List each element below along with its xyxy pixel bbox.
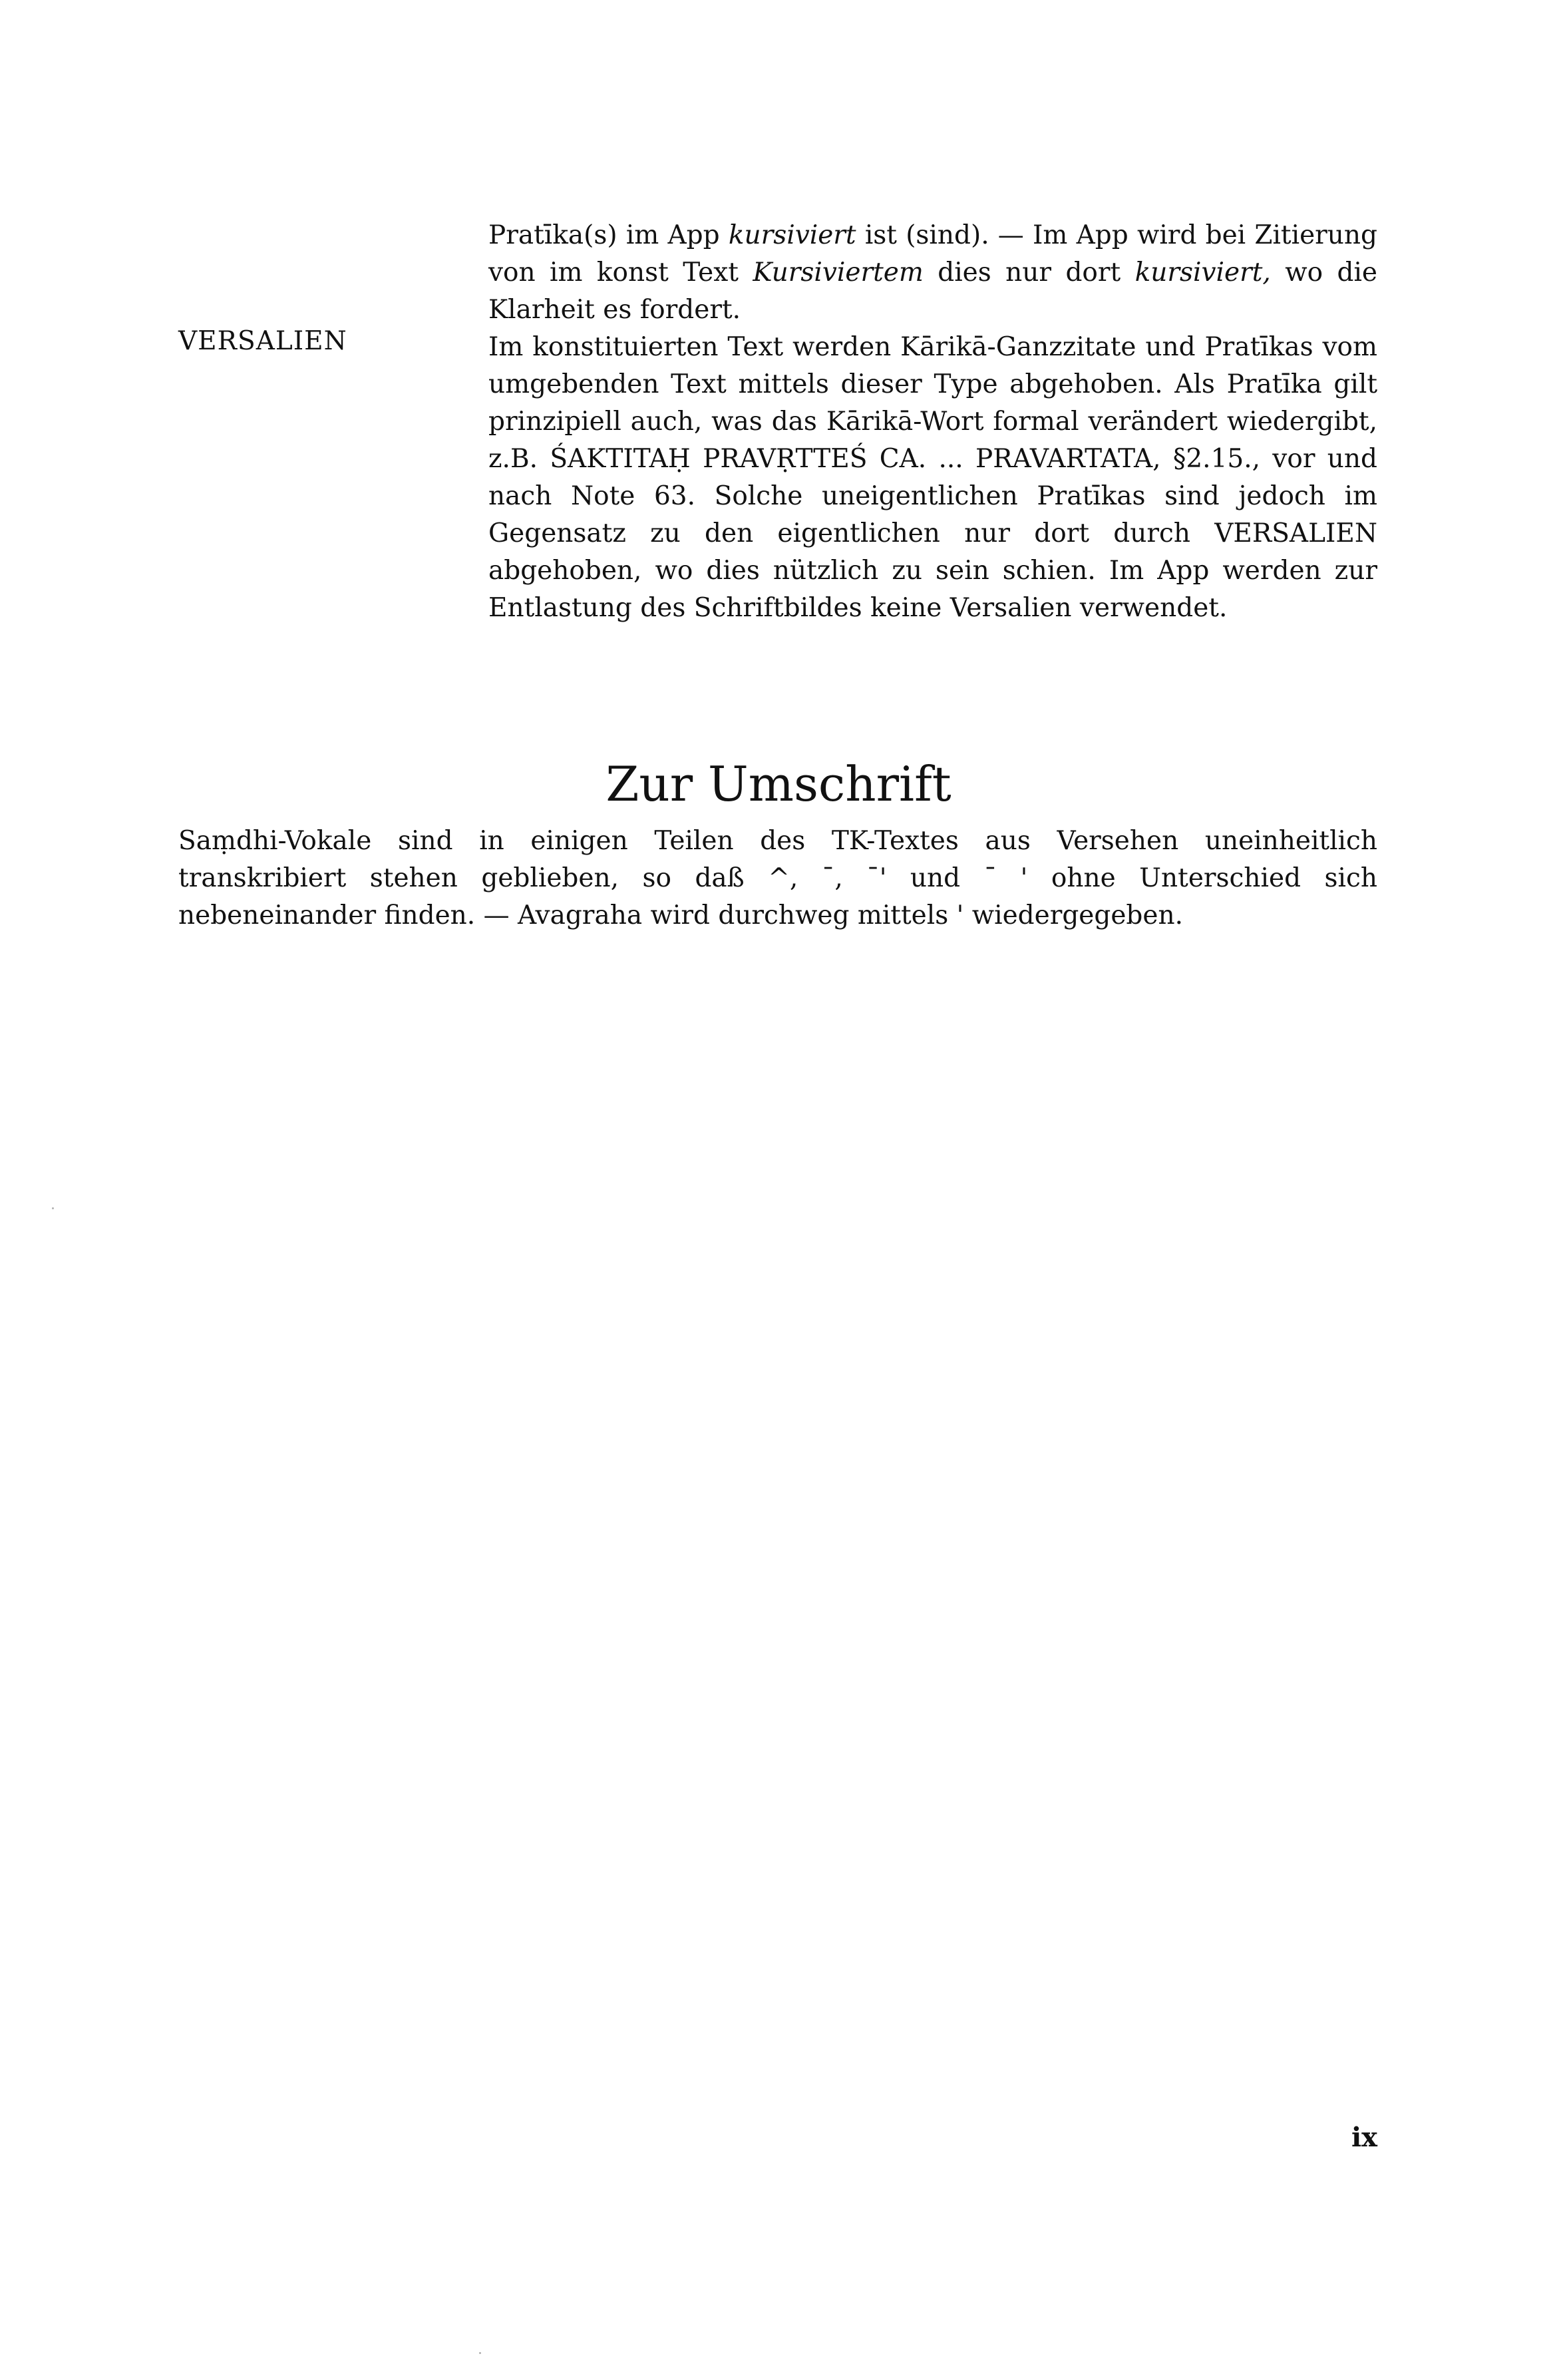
section-title: Zur Umschrift bbox=[606, 756, 952, 812]
versalien-label: VERSALIEN bbox=[178, 326, 347, 356]
pratika-text-2: ist (sind). — Im App wird bei Zitierung von im konst Text bbox=[488, 220, 1377, 288]
scan-speck bbox=[52, 1207, 54, 1209]
versalien-paragraph: Im konstituierten Text werden Kārikā-Ganzzitate und Pratīkas vom umgebenden Text mittels dieser Type abgehoben. Als Pratīka gilt prinzipiell auch, was das Kārikā-Wort formal verändert wiedergibt, z.B. ŚAKTITAḤ PRAVṚTTEŚ CA. ... PRAVARTATA, §2.15., vor und nach Note 63. Solche uneigentlichen Pratīkas sind jedoch im Gegensatz zu den eigentlichen nur dort durch VERSALIEN abgehoben, wo dies nützlich zu sein schien. Im App werden zur Entlastung des Schriftbildes keine Versalien verwendet. bbox=[488, 332, 1377, 623]
pratika-italic-1: kursiviert bbox=[728, 220, 856, 250]
pratika-italic-2: Kursiviertem bbox=[753, 258, 924, 288]
section-body: Saṃdhi-Vokale sind in einigen Teilen des TK-Textes aus Versehen uneinheitlich transkribiert stehen geblieben, so daß ^, ¯, ¯' und ¯ ' ohne Unterschied sich nebeneinander finden. — Avagraha wird durchweg mittels ' wiedergegeben. bbox=[178, 826, 1377, 930]
scan-speck bbox=[479, 2352, 481, 2354]
pratika-paragraph bbox=[488, 217, 1377, 329]
pratika-text-4: wo die Klarheit es fordert. bbox=[488, 258, 1377, 325]
page-number: ix bbox=[1351, 2122, 1377, 2153]
pratika-text-3: dies nur dort bbox=[923, 258, 1135, 288]
pratika-text-1: Pratīka(s) im App bbox=[488, 220, 729, 250]
notation-entry-block bbox=[488, 217, 1377, 627]
pratika-italic-3: kursiviert, bbox=[1134, 258, 1271, 288]
